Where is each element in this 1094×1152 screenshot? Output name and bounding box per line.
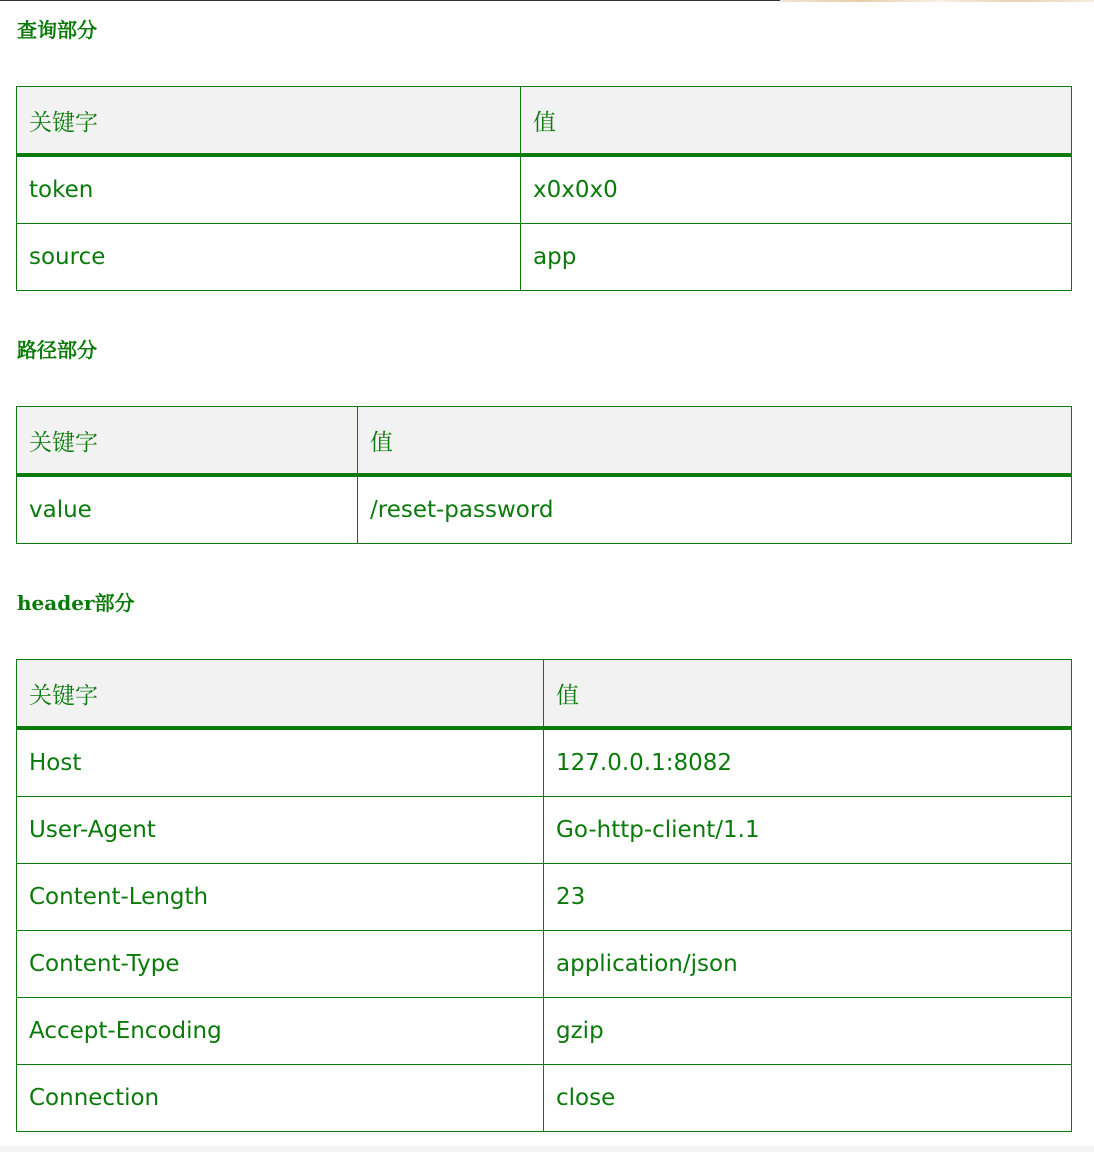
key-cell: source [17, 224, 521, 291]
value-column-header: 值 [358, 407, 1072, 476]
key-cell: Content-Type [17, 931, 544, 998]
path-params-table [16, 406, 1072, 544]
bottom-edge [0, 1146, 1094, 1152]
value-cell: application/json [544, 931, 1072, 998]
value-cell: close [544, 1065, 1072, 1132]
table-row [17, 224, 1072, 291]
key-column-header: 关键字 [17, 87, 521, 156]
table-row [17, 155, 1072, 224]
table-header-row [17, 660, 1072, 729]
table-row [17, 1065, 1072, 1132]
value-cell: x0x0x0 [521, 155, 1072, 224]
top-divider [0, 0, 1094, 1]
query-params-table [16, 86, 1072, 291]
header-section-title: header部分 [17, 591, 135, 615]
key-cell: Connection [17, 1065, 544, 1132]
key-cell: token [17, 155, 521, 224]
value-cell: app [521, 224, 1072, 291]
key-cell: Host [17, 728, 544, 797]
top-accent-strip [780, 0, 1094, 2]
table-header-row [17, 407, 1072, 476]
value-cell: gzip [544, 998, 1072, 1065]
table-row [17, 797, 1072, 864]
table-row [17, 998, 1072, 1065]
table-header-row [17, 87, 1072, 156]
table-row [17, 475, 1072, 544]
table-row [17, 728, 1072, 797]
table-row [17, 864, 1072, 931]
key-column-header: 关键字 [17, 660, 544, 729]
value-cell: Go-http-client/1.1 [544, 797, 1072, 864]
value-column-header: 值 [544, 660, 1072, 729]
key-cell: value [17, 475, 358, 544]
value-cell: 23 [544, 864, 1072, 931]
key-cell: Content-Length [17, 864, 544, 931]
header-params-table [16, 659, 1072, 1132]
path-section-title: 路径部分 [17, 338, 97, 362]
key-cell: User-Agent [17, 797, 544, 864]
query-section-title: 查询部分 [17, 18, 97, 42]
value-cell: /reset-password [358, 475, 1072, 544]
table-row [17, 931, 1072, 998]
key-cell: Accept-Encoding [17, 998, 544, 1065]
value-column-header: 值 [521, 87, 1072, 156]
value-cell: 127.0.0.1:8082 [544, 728, 1072, 797]
key-column-header: 关键字 [17, 407, 358, 476]
